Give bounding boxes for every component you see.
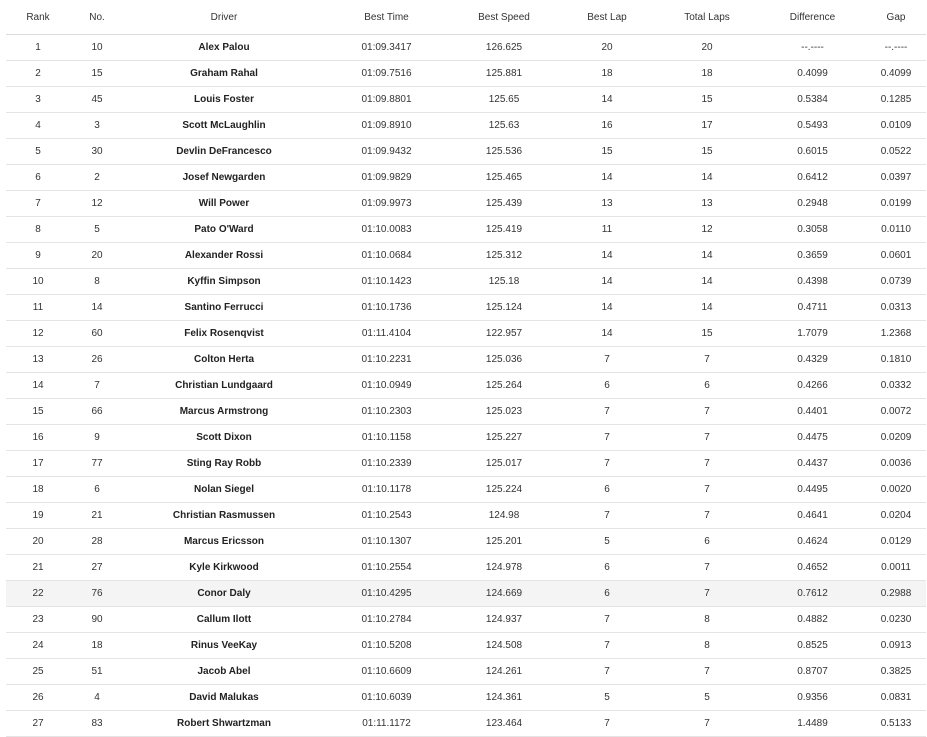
car-number-cell: 15: [70, 61, 124, 87]
driver-name-cell: Marcus Armstrong: [124, 399, 324, 425]
car-number-cell: 60: [70, 321, 124, 347]
table-row: [6, 581, 926, 607]
best-lap-cell: 6: [559, 555, 655, 581]
rank-cell: 10: [6, 269, 70, 295]
car-number-cell: 18: [70, 633, 124, 659]
gap-cell: 0.0204: [866, 503, 926, 529]
gap-cell: 0.2988: [866, 581, 926, 607]
driver-name-cell: Alex Palou: [124, 35, 324, 61]
driver-name-cell: Robert Shwartzman: [124, 711, 324, 737]
total-laps-cell: 12: [655, 217, 759, 243]
table-row: [6, 35, 926, 61]
table-row: [6, 87, 926, 113]
total-laps-cell: 20: [655, 35, 759, 61]
gap-cell: 0.0011: [866, 555, 926, 581]
best-lap-cell: 14: [559, 165, 655, 191]
best-time-cell: 01:10.1307: [324, 529, 449, 555]
gap-cell: --.----: [866, 35, 926, 61]
best-speed-cell: 125.201: [449, 529, 559, 555]
table-row: [6, 685, 926, 711]
driver-name-cell: Louis Foster: [124, 87, 324, 113]
total-laps-cell: 6: [655, 373, 759, 399]
driver-name-cell: Will Power: [124, 191, 324, 217]
best-time-cell: 01:09.3417: [324, 35, 449, 61]
rank-cell: 19: [6, 503, 70, 529]
car-number-cell: 10: [70, 35, 124, 61]
car-number-cell: 12: [70, 191, 124, 217]
gap-cell: 0.0913: [866, 633, 926, 659]
best-speed-cell: 122.957: [449, 321, 559, 347]
driver-name-cell: David Malukas: [124, 685, 324, 711]
gap-cell: 0.0332: [866, 373, 926, 399]
best-time-cell: 01:09.8801: [324, 87, 449, 113]
driver-name-cell: Callum Ilott: [124, 607, 324, 633]
best-time-cell: 01:10.0949: [324, 373, 449, 399]
best-time-cell: 01:10.1178: [324, 477, 449, 503]
total-laps-cell: 15: [655, 321, 759, 347]
gap-cell: 0.0199: [866, 191, 926, 217]
best-time-cell: 01:10.2303: [324, 399, 449, 425]
rank-cell: 9: [6, 243, 70, 269]
car-number-cell: 6: [70, 477, 124, 503]
table-row: [6, 399, 926, 425]
best-time-cell: 01:10.2339: [324, 451, 449, 477]
car-number-cell: 28: [70, 529, 124, 555]
difference-cell: 0.3058: [759, 217, 866, 243]
difference-cell: 0.4099: [759, 61, 866, 87]
best-lap-cell: 16: [559, 113, 655, 139]
car-number-cell: 20: [70, 243, 124, 269]
difference-cell: 0.4401: [759, 399, 866, 425]
rank-cell: 17: [6, 451, 70, 477]
column-header-best-speed[interactable]: Best Speed: [449, 0, 559, 35]
best-lap-cell: 18: [559, 61, 655, 87]
gap-cell: 0.4099: [866, 61, 926, 87]
table-row: [6, 607, 926, 633]
total-laps-cell: 7: [655, 347, 759, 373]
best-lap-cell: 6: [559, 373, 655, 399]
gap-cell: 0.0036: [866, 451, 926, 477]
driver-name-cell: Scott Dixon: [124, 425, 324, 451]
difference-cell: 0.4475: [759, 425, 866, 451]
car-number-cell: 3: [70, 113, 124, 139]
rank-cell: 18: [6, 477, 70, 503]
rank-cell: 1: [6, 35, 70, 61]
rank-cell: 27: [6, 711, 70, 737]
best-lap-cell: 7: [559, 451, 655, 477]
best-speed-cell: 124.937: [449, 607, 559, 633]
best-lap-cell: 7: [559, 399, 655, 425]
gap-cell: 0.0522: [866, 139, 926, 165]
table-row: [6, 347, 926, 373]
total-laps-cell: 7: [655, 581, 759, 607]
rank-cell: 5: [6, 139, 70, 165]
car-number-cell: 5: [70, 217, 124, 243]
driver-name-cell: Josef Newgarden: [124, 165, 324, 191]
total-laps-cell: 17: [655, 113, 759, 139]
best-time-cell: 01:09.7516: [324, 61, 449, 87]
best-speed-cell: 125.017: [449, 451, 559, 477]
table-row: [6, 113, 926, 139]
best-lap-cell: 5: [559, 685, 655, 711]
best-time-cell: 01:11.1172: [324, 711, 449, 737]
difference-cell: 0.2948: [759, 191, 866, 217]
best-speed-cell: 124.669: [449, 581, 559, 607]
total-laps-cell: 8: [655, 607, 759, 633]
best-speed-cell: 125.312: [449, 243, 559, 269]
best-time-cell: 01:10.4295: [324, 581, 449, 607]
total-laps-cell: 14: [655, 295, 759, 321]
best-lap-cell: 14: [559, 269, 655, 295]
gap-cell: 0.0831: [866, 685, 926, 711]
gap-cell: 0.1810: [866, 347, 926, 373]
table-row: [6, 451, 926, 477]
total-laps-cell: 7: [655, 659, 759, 685]
rank-cell: 15: [6, 399, 70, 425]
best-speed-cell: 124.261: [449, 659, 559, 685]
total-laps-cell: 15: [655, 87, 759, 113]
table-row: [6, 139, 926, 165]
table-row: [6, 555, 926, 581]
difference-cell: 0.8525: [759, 633, 866, 659]
car-number-cell: 51: [70, 659, 124, 685]
best-lap-cell: 6: [559, 581, 655, 607]
best-speed-cell: 125.227: [449, 425, 559, 451]
difference-cell: 0.4437: [759, 451, 866, 477]
column-header-total-laps[interactable]: Total Laps: [655, 0, 759, 35]
gap-cell: 1.2368: [866, 321, 926, 347]
car-number-cell: 30: [70, 139, 124, 165]
difference-cell: 0.8707: [759, 659, 866, 685]
driver-name-cell: Graham Rahal: [124, 61, 324, 87]
table-row: [6, 295, 926, 321]
header-row: [6, 0, 926, 35]
difference-cell: 0.5493: [759, 113, 866, 139]
difference-cell: 0.4329: [759, 347, 866, 373]
total-laps-cell: 7: [655, 451, 759, 477]
rank-cell: 4: [6, 113, 70, 139]
car-number-cell: 8: [70, 269, 124, 295]
column-header-difference[interactable]: Difference: [759, 0, 866, 35]
best-time-cell: 01:10.6039: [324, 685, 449, 711]
best-lap-cell: 7: [559, 425, 655, 451]
table-row: [6, 477, 926, 503]
car-number-cell: 2: [70, 165, 124, 191]
column-header-no[interactable]: No.: [70, 0, 124, 35]
difference-cell: 0.4641: [759, 503, 866, 529]
difference-cell: 0.4882: [759, 607, 866, 633]
best-speed-cell: 125.124: [449, 295, 559, 321]
best-lap-cell: 13: [559, 191, 655, 217]
driver-name-cell: Sting Ray Robb: [124, 451, 324, 477]
gap-cell: 0.1285: [866, 87, 926, 113]
driver-name-cell: Colton Herta: [124, 347, 324, 373]
table-row: [6, 373, 926, 399]
best-speed-cell: 125.881: [449, 61, 559, 87]
best-speed-cell: 125.224: [449, 477, 559, 503]
rank-cell: 23: [6, 607, 70, 633]
difference-cell: 0.3659: [759, 243, 866, 269]
best-speed-cell: 125.264: [449, 373, 559, 399]
driver-name-cell: Kyffin Simpson: [124, 269, 324, 295]
table-header: [6, 0, 926, 35]
car-number-cell: 7: [70, 373, 124, 399]
difference-cell: 0.9356: [759, 685, 866, 711]
table-body: [6, 35, 926, 737]
rank-cell: 6: [6, 165, 70, 191]
best-lap-cell: 7: [559, 711, 655, 737]
difference-cell: 0.4398: [759, 269, 866, 295]
best-time-cell: 01:10.2543: [324, 503, 449, 529]
best-time-cell: 01:10.5208: [324, 633, 449, 659]
best-lap-cell: 7: [559, 347, 655, 373]
car-number-cell: 4: [70, 685, 124, 711]
table-row: [6, 529, 926, 555]
difference-cell: 0.4711: [759, 295, 866, 321]
rank-cell: 2: [6, 61, 70, 87]
car-number-cell: 26: [70, 347, 124, 373]
best-speed-cell: 125.63: [449, 113, 559, 139]
total-laps-cell: 14: [655, 165, 759, 191]
driver-name-cell: Rinus VeeKay: [124, 633, 324, 659]
total-laps-cell: 14: [655, 243, 759, 269]
best-lap-cell: 20: [559, 35, 655, 61]
difference-cell: 0.6015: [759, 139, 866, 165]
driver-name-cell: Nolan Siegel: [124, 477, 324, 503]
car-number-cell: 66: [70, 399, 124, 425]
table-row: [6, 269, 926, 295]
best-lap-cell: 11: [559, 217, 655, 243]
rank-cell: 25: [6, 659, 70, 685]
rank-cell: 24: [6, 633, 70, 659]
car-number-cell: 27: [70, 555, 124, 581]
difference-cell: 0.6412: [759, 165, 866, 191]
table-row: [6, 217, 926, 243]
rank-cell: 16: [6, 425, 70, 451]
rank-cell: 13: [6, 347, 70, 373]
table-row: [6, 425, 926, 451]
car-number-cell: 21: [70, 503, 124, 529]
rank-cell: 20: [6, 529, 70, 555]
difference-cell: 0.4495: [759, 477, 866, 503]
best-time-cell: 01:09.8910: [324, 113, 449, 139]
column-header-driver[interactable]: Driver: [124, 0, 324, 35]
driver-name-cell: Christian Lundgaard: [124, 373, 324, 399]
table-row: [6, 659, 926, 685]
rank-cell: 12: [6, 321, 70, 347]
total-laps-cell: 8: [655, 633, 759, 659]
car-number-cell: 83: [70, 711, 124, 737]
driver-name-cell: Alexander Rossi: [124, 243, 324, 269]
best-speed-cell: 124.98: [449, 503, 559, 529]
difference-cell: 0.5384: [759, 87, 866, 113]
driver-name-cell: Santino Ferrucci: [124, 295, 324, 321]
total-laps-cell: 18: [655, 61, 759, 87]
total-laps-cell: 7: [655, 711, 759, 737]
driver-name-cell: Devlin DeFrancesco: [124, 139, 324, 165]
column-header-gap[interactable]: Gap: [866, 0, 926, 35]
best-time-cell: 01:09.9432: [324, 139, 449, 165]
best-time-cell: 01:10.2784: [324, 607, 449, 633]
total-laps-cell: 7: [655, 399, 759, 425]
best-time-cell: 01:11.4104: [324, 321, 449, 347]
best-lap-cell: 7: [559, 633, 655, 659]
best-speed-cell: 123.464: [449, 711, 559, 737]
car-number-cell: 77: [70, 451, 124, 477]
gap-cell: 0.3825: [866, 659, 926, 685]
best-speed-cell: 124.978: [449, 555, 559, 581]
best-speed-cell: 125.18: [449, 269, 559, 295]
best-speed-cell: 125.419: [449, 217, 559, 243]
gap-cell: 0.0072: [866, 399, 926, 425]
car-number-cell: 9: [70, 425, 124, 451]
driver-name-cell: Pato O'Ward: [124, 217, 324, 243]
driver-name-cell: Felix Rosenqvist: [124, 321, 324, 347]
rank-cell: 11: [6, 295, 70, 321]
gap-cell: 0.0230: [866, 607, 926, 633]
best-time-cell: 01:10.1423: [324, 269, 449, 295]
table-row: [6, 165, 926, 191]
difference-cell: 0.4266: [759, 373, 866, 399]
best-lap-cell: 7: [559, 607, 655, 633]
gap-cell: 0.0601: [866, 243, 926, 269]
driver-name-cell: Conor Daly: [124, 581, 324, 607]
best-lap-cell: 5: [559, 529, 655, 555]
best-lap-cell: 14: [559, 295, 655, 321]
difference-cell: --.----: [759, 35, 866, 61]
best-time-cell: 01:09.9973: [324, 191, 449, 217]
driver-name-cell: Scott McLaughlin: [124, 113, 324, 139]
best-lap-cell: 14: [559, 243, 655, 269]
best-speed-cell: 125.023: [449, 399, 559, 425]
gap-cell: 0.0020: [866, 477, 926, 503]
table-row: [6, 61, 926, 87]
table-row: [6, 633, 926, 659]
driver-name-cell: Jacob Abel: [124, 659, 324, 685]
best-speed-cell: 125.439: [449, 191, 559, 217]
best-time-cell: 01:10.0083: [324, 217, 449, 243]
best-time-cell: 01:10.1736: [324, 295, 449, 321]
rank-cell: 26: [6, 685, 70, 711]
driver-name-cell: Christian Rasmussen: [124, 503, 324, 529]
gap-cell: 0.5133: [866, 711, 926, 737]
gap-cell: 0.0397: [866, 165, 926, 191]
best-speed-cell: 125.65: [449, 87, 559, 113]
best-lap-cell: 6: [559, 477, 655, 503]
best-time-cell: 01:09.9829: [324, 165, 449, 191]
best-time-cell: 01:10.1158: [324, 425, 449, 451]
column-header-best-lap[interactable]: Best Lap: [559, 0, 655, 35]
best-speed-cell: 126.625: [449, 35, 559, 61]
table-row: [6, 503, 926, 529]
gap-cell: 0.0129: [866, 529, 926, 555]
total-laps-cell: 7: [655, 503, 759, 529]
gap-cell: 0.0739: [866, 269, 926, 295]
car-number-cell: 76: [70, 581, 124, 607]
best-lap-cell: 14: [559, 87, 655, 113]
best-lap-cell: 7: [559, 659, 655, 685]
total-laps-cell: 5: [655, 685, 759, 711]
car-number-cell: 45: [70, 87, 124, 113]
table-row: [6, 711, 926, 737]
gap-cell: 0.0109: [866, 113, 926, 139]
rank-cell: 7: [6, 191, 70, 217]
difference-cell: 1.7079: [759, 321, 866, 347]
best-speed-cell: 124.361: [449, 685, 559, 711]
best-speed-cell: 125.536: [449, 139, 559, 165]
best-speed-cell: 124.508: [449, 633, 559, 659]
best-lap-cell: 7: [559, 503, 655, 529]
difference-cell: 0.4624: [759, 529, 866, 555]
rank-cell: 14: [6, 373, 70, 399]
column-header-best-time[interactable]: Best Time: [324, 0, 449, 35]
gap-cell: 0.0209: [866, 425, 926, 451]
best-time-cell: 01:10.2231: [324, 347, 449, 373]
best-speed-cell: 125.465: [449, 165, 559, 191]
best-speed-cell: 125.036: [449, 347, 559, 373]
driver-name-cell: Kyle Kirkwood: [124, 555, 324, 581]
difference-cell: 0.7612: [759, 581, 866, 607]
rank-cell: 21: [6, 555, 70, 581]
driver-name-cell: Marcus Ericsson: [124, 529, 324, 555]
best-time-cell: 01:10.0684: [324, 243, 449, 269]
total-laps-cell: 14: [655, 269, 759, 295]
total-laps-cell: 7: [655, 477, 759, 503]
best-time-cell: 01:10.2554: [324, 555, 449, 581]
total-laps-cell: 13: [655, 191, 759, 217]
difference-cell: 1.4489: [759, 711, 866, 737]
best-lap-cell: 15: [559, 139, 655, 165]
best-time-cell: 01:10.6609: [324, 659, 449, 685]
car-number-cell: 14: [70, 295, 124, 321]
rank-cell: 3: [6, 87, 70, 113]
total-laps-cell: 15: [655, 139, 759, 165]
total-laps-cell: 6: [655, 529, 759, 555]
best-lap-cell: 14: [559, 321, 655, 347]
difference-cell: 0.4652: [759, 555, 866, 581]
total-laps-cell: 7: [655, 425, 759, 451]
rank-cell: 22: [6, 581, 70, 607]
car-number-cell: 90: [70, 607, 124, 633]
gap-cell: 0.0313: [866, 295, 926, 321]
table-row: [6, 321, 926, 347]
gap-cell: 0.0110: [866, 217, 926, 243]
table-row: [6, 191, 926, 217]
table-row: [6, 243, 926, 269]
rank-cell: 8: [6, 217, 70, 243]
total-laps-cell: 7: [655, 555, 759, 581]
column-header-rank[interactable]: Rank: [6, 0, 70, 35]
results-table: [6, 0, 926, 737]
